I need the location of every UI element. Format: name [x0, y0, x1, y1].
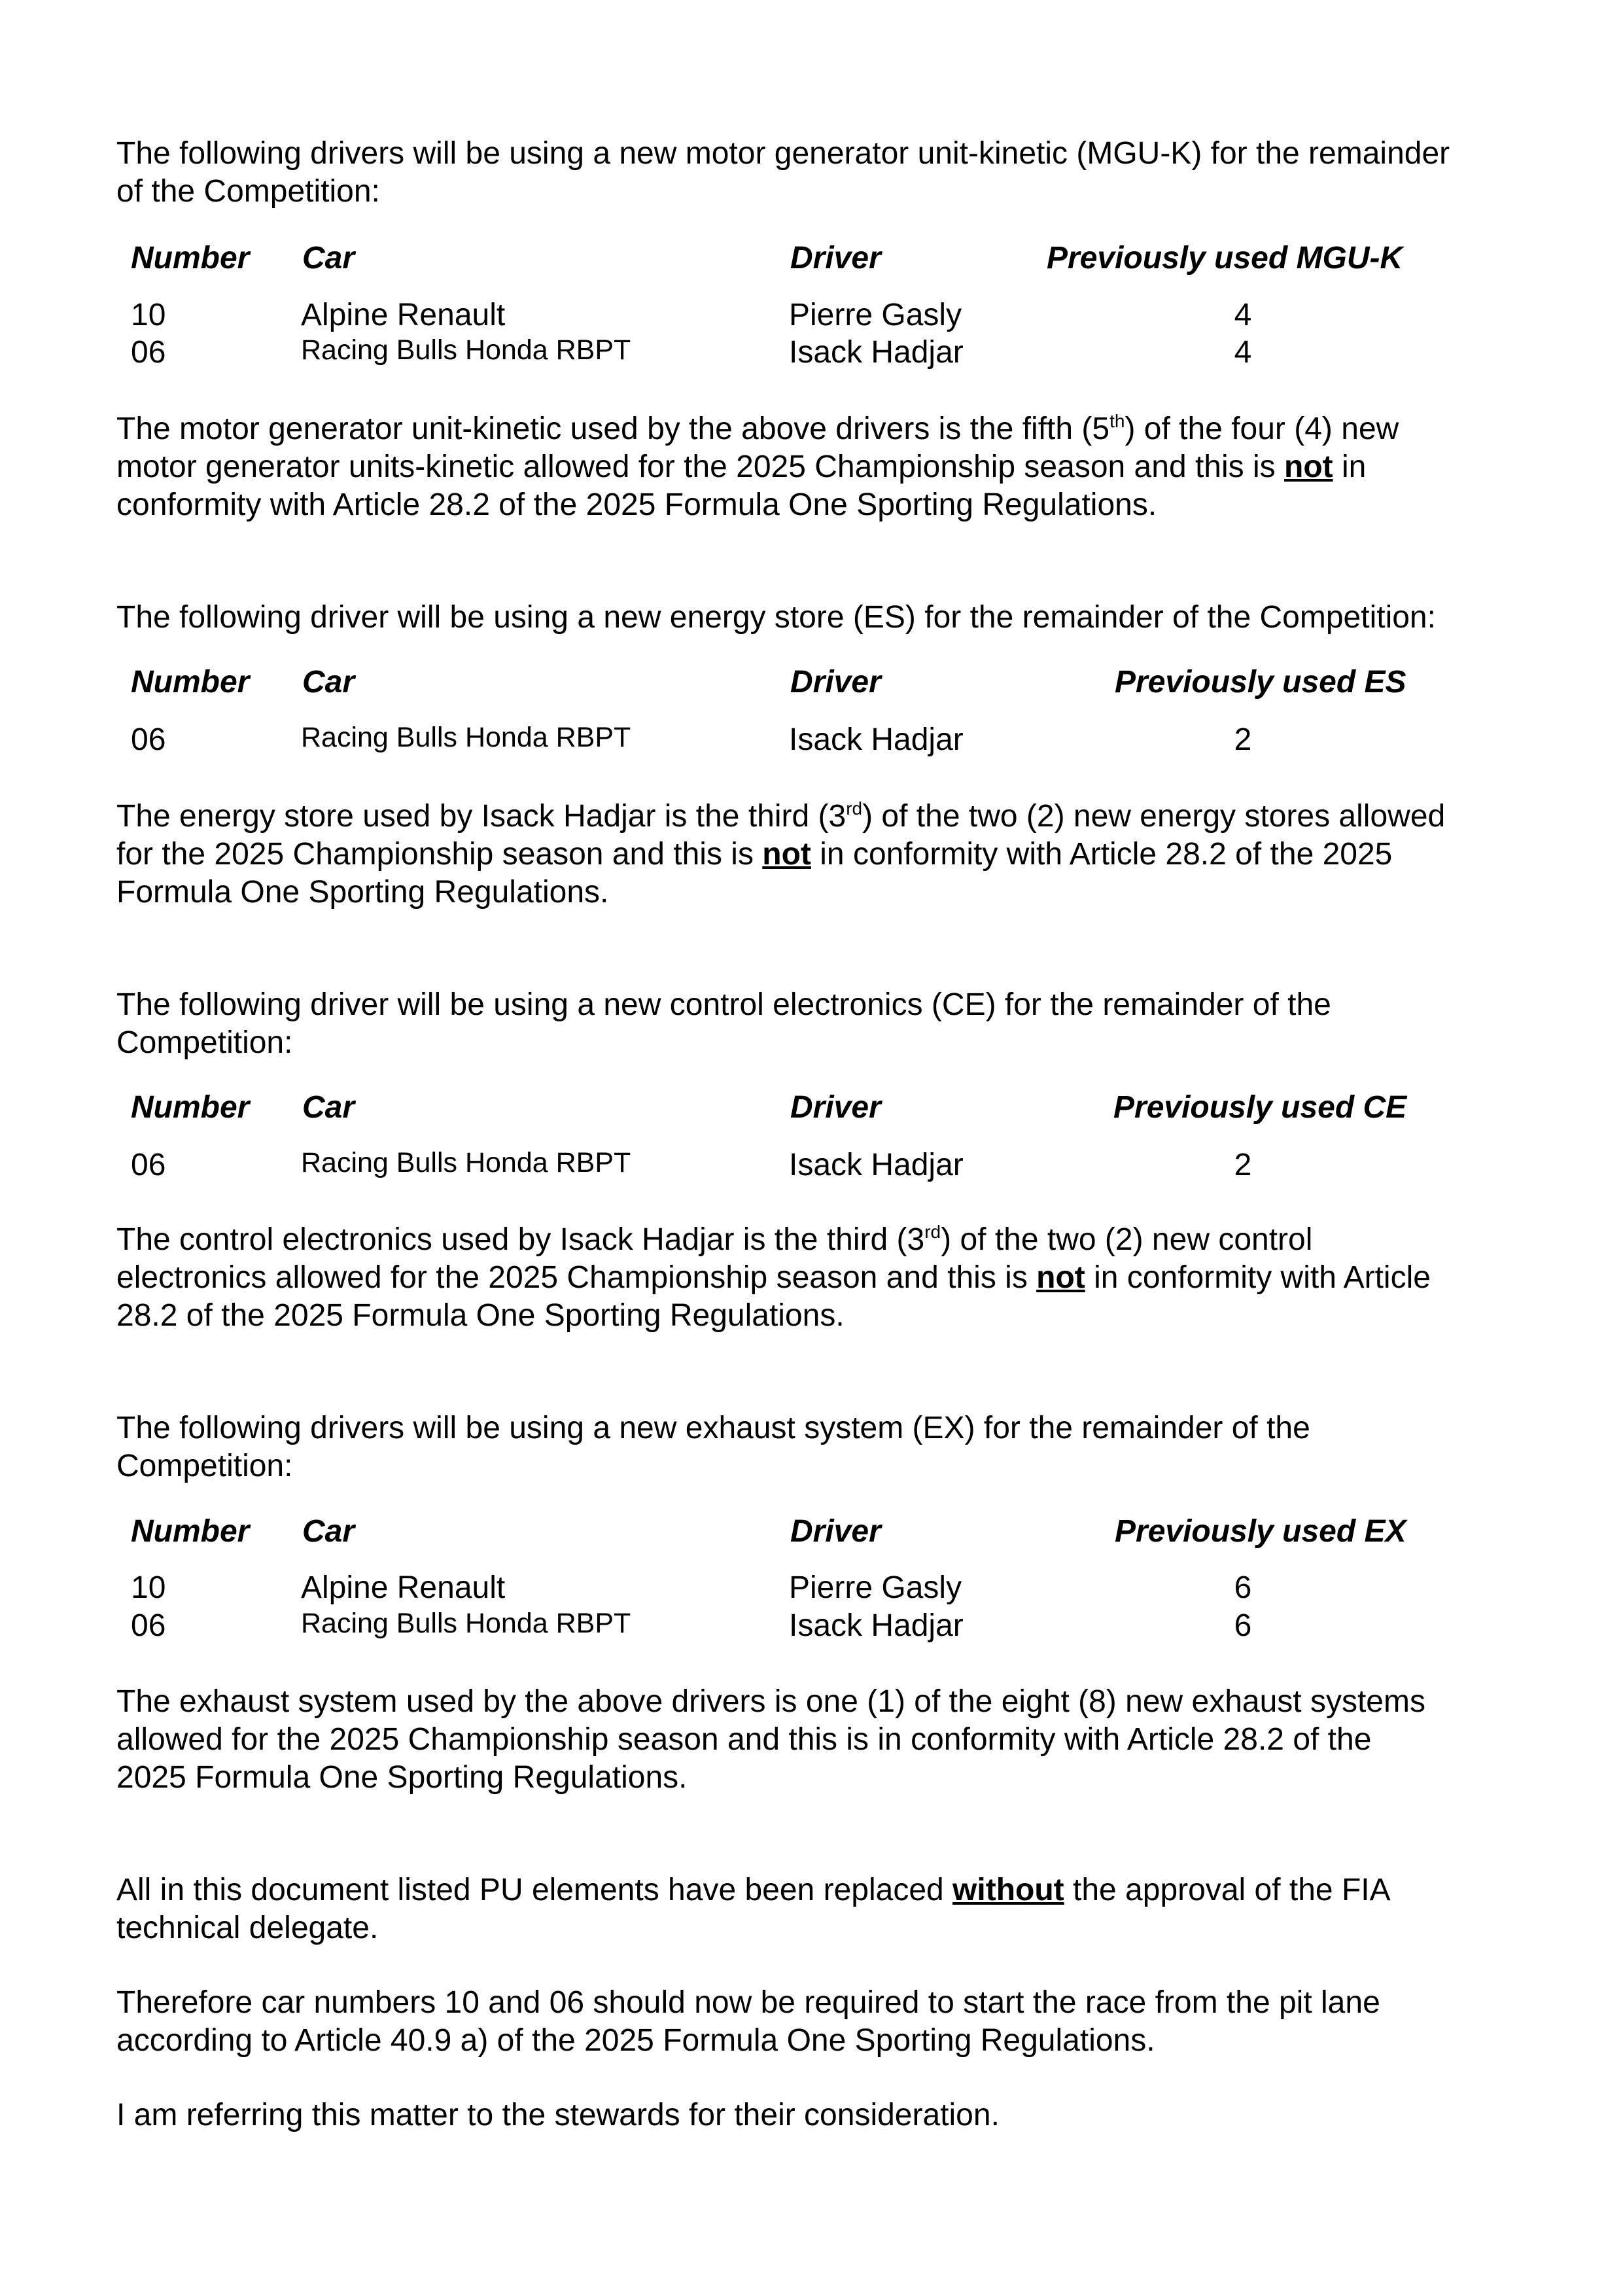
header-car: Car	[302, 665, 355, 699]
header-car: Car	[302, 1514, 355, 1549]
ex-note-line-1: The exhaust system used by the above drivers is one (1) of the eight (8) new exhaust systems	[116, 1684, 1425, 1719]
row-car: Racing Bulls Honda RBPT	[301, 334, 631, 366]
row-previously-used: 4	[1234, 298, 1252, 332]
header-previously-used: Previously used MGU-K	[1047, 241, 1403, 275]
row-car: Racing Bulls Honda RBPT	[301, 1608, 631, 1639]
ce-note-line-2: electronics allowed for the 2025 Championship season and this is not in conformity with Article	[116, 1260, 1431, 1295]
header-previously-used: Previously used ES	[1115, 665, 1406, 699]
header-driver: Driver	[790, 665, 881, 699]
ex-note-line-3: 2025 Formula One Sporting Regulations.	[116, 1760, 688, 1795]
header-number: Number	[131, 1514, 250, 1549]
es-note-line-2: for the 2025 Championship season and this is not in conformity with Article 28.2 of the 2025	[116, 837, 1393, 872]
es-note-line-1: The energy store used by Isack Hadjar is the third (3rd) of the two (2) new energy stores allowed	[116, 798, 1446, 834]
header-number: Number	[131, 1090, 250, 1125]
ex-intro-line-2: Competition:	[116, 1449, 293, 1483]
row-previously-used: 4	[1234, 335, 1252, 370]
header-driver: Driver	[790, 1090, 881, 1125]
ce-note-line-1: The control electronics used by Isack Hadjar is the third (3rd) of the two (2) new control	[116, 1222, 1313, 1257]
emphasis-not: not	[762, 837, 811, 872]
emphasis-not: not	[1284, 450, 1333, 484]
ce-intro-line-1: The following driver will be using a new control electronics (CE) for the remainder of the	[116, 987, 1331, 1022]
row-car: Alpine Renault	[301, 1570, 506, 1605]
closing-p1-line-1: All in this document listed PU elements have been replaced without the approval of the FIA	[116, 1873, 1391, 1907]
row-driver: Isack Hadjar	[789, 1608, 964, 1643]
row-number: 10	[131, 298, 166, 332]
ex-intro-line-1: The following drivers will be using a new exhaust system (EX) for the remainder of the	[116, 1411, 1310, 1445]
closing-p2-line-2: according to Article 40.9 a) of the 2025 Formula One Sporting Regulations.	[116, 2023, 1155, 2058]
closing-p2-line-1: Therefore car numbers 10 and 06 should now be required to start the race from the pit lane	[116, 1985, 1380, 2020]
header-number: Number	[131, 665, 250, 699]
row-number: 10	[131, 1570, 166, 1605]
row-previously-used: 2	[1234, 1148, 1252, 1182]
row-previously-used: 6	[1234, 1570, 1252, 1605]
row-number: 06	[131, 1608, 166, 1643]
row-car: Racing Bulls Honda RBPT	[301, 1147, 631, 1178]
header-driver: Driver	[790, 1514, 881, 1549]
mguk-intro-line-2: of the Competition:	[116, 174, 380, 209]
mguk-intro-line-1: The following drivers will be using a new motor generator unit-kinetic (MGU-K) for the remainder	[116, 136, 1450, 171]
closing-p3: I am referring this matter to the stewards for their consideration.	[116, 2098, 1000, 2132]
ce-note-line-3: 28.2 of the 2025 Formula One Sporting Regulations.	[116, 1298, 845, 1333]
closing-p1-line-2: technical delegate.	[116, 1911, 379, 1945]
header-number: Number	[131, 241, 250, 275]
header-car: Car	[302, 241, 355, 275]
row-car: Alpine Renault	[301, 298, 506, 332]
ex-note-line-2: allowed for the 2025 Championship season and this is in conformity with Article 28.2 of the	[116, 1722, 1372, 1757]
row-number: 06	[131, 1148, 166, 1182]
header-driver: Driver	[790, 241, 881, 275]
mguk-note-line-2: motor generator units-kinetic allowed for the 2025 Championship season and this is not in	[116, 450, 1367, 484]
row-previously-used: 6	[1234, 1608, 1252, 1643]
emphasis-not: not	[1036, 1260, 1085, 1295]
mguk-note-line-1: The motor generator unit-kinetic used by the above drivers is the fifth (5th) of the four (4) new	[116, 411, 1399, 446]
row-driver: Pierre Gasly	[789, 298, 962, 332]
ce-intro-line-2: Competition:	[116, 1025, 293, 1060]
row-previously-used: 2	[1234, 722, 1252, 757]
row-driver: Pierre Gasly	[789, 1570, 962, 1605]
row-car: Racing Bulls Honda RBPT	[301, 722, 631, 753]
header-previously-used: Previously used EX	[1115, 1514, 1406, 1549]
header-car: Car	[302, 1090, 355, 1125]
row-number: 06	[131, 722, 166, 757]
row-driver: Isack Hadjar	[789, 1148, 964, 1182]
row-driver: Isack Hadjar	[789, 722, 964, 757]
row-number: 06	[131, 335, 166, 370]
es-intro: The following driver will be using a new energy store (ES) for the remainder of the Competition:	[116, 600, 1436, 635]
mguk-note-line-3: conformity with Article 28.2 of the 2025 Formula One Sporting Regulations.	[116, 487, 1157, 522]
header-previously-used: Previously used CE	[1113, 1090, 1407, 1125]
row-driver: Isack Hadjar	[789, 335, 964, 370]
es-note-line-3: Formula One Sporting Regulations.	[116, 875, 609, 910]
emphasis-without: without	[952, 1873, 1064, 1907]
